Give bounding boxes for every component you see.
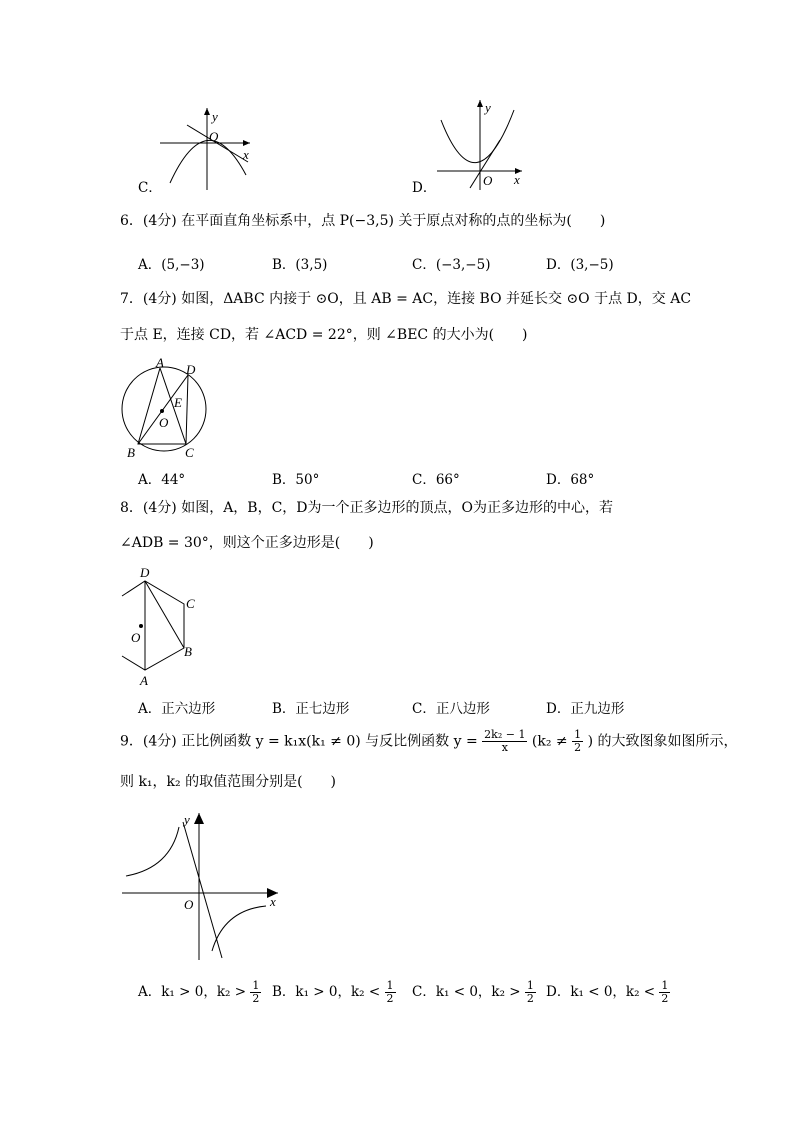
- q6-option-b[interactable]: B．(3,5): [272, 257, 328, 273]
- q7-label-e: E: [174, 395, 182, 410]
- q9-option-c[interactable]: [412, 980, 536, 1005]
- q7-label-c: C: [185, 445, 194, 460]
- q9-option-d[interactable]: [546, 980, 670, 1005]
- q9-option-a-num: 1: [252, 979, 260, 992]
- q9-option-d-frac: [659, 980, 670, 1005]
- q9-option-a-den: 2: [252, 992, 260, 1005]
- q9-option-b-num: 1: [386, 979, 394, 992]
- q7-stem-line1: 7．(4分) 如图，ΔABC 内接于 ⊙O，且 AB = AC，连接 BO 并延长交 ⊙O 于点 D，交 AC: [120, 291, 692, 307]
- q9-option-b-frac: [385, 980, 396, 1005]
- q9-option-a-frac: [250, 980, 261, 1005]
- q9-option-a-text: k₁ > 0，k₂ >: [161, 984, 247, 1000]
- q9-x-label: x: [270, 894, 276, 909]
- q6-option-d[interactable]: D．(3,−5): [546, 257, 614, 273]
- q9-cond-prefix: (k₂ ≠: [531, 733, 568, 750]
- q7-stem-line2: 于点 E，连接 CD，若 ∠ACD = 22°，则 ∠BEC 的大小为( ): [120, 327, 528, 343]
- q9-option-c-frac: [525, 980, 536, 1005]
- q9-fraction-num: 2k₂ − 1: [484, 728, 526, 741]
- q9-half-num: 1: [574, 728, 582, 741]
- q9-origin-label: O: [184, 897, 194, 912]
- q9-option-d-num: 1: [661, 979, 669, 992]
- q9-option-b[interactable]: [272, 980, 396, 1005]
- q8-label-c: C: [186, 596, 195, 611]
- q9-half-den: 2: [574, 741, 582, 754]
- q7-option-a[interactable]: A．44°: [138, 472, 186, 488]
- q6-option-c[interactable]: C．(−3,−5): [412, 257, 491, 273]
- q9-option-b-letter: B．: [272, 984, 296, 1000]
- q9-stem-line2: 则 k₁，k₂ 的取值范围分别是( ): [120, 774, 337, 790]
- q9-option-c-text: k₁ < 0，k₂ >: [435, 984, 521, 1000]
- q9-option-c-den: 2: [526, 992, 534, 1005]
- q9-y-label: y: [184, 812, 190, 827]
- q9-option-b-text: k₁ > 0，k₂ <: [295, 984, 381, 1000]
- q5d-x-label: x: [514, 172, 520, 187]
- q5c-x-label: x: [243, 147, 249, 162]
- q9-option-d-den: 2: [661, 992, 669, 1005]
- q7-label-b: B: [127, 445, 135, 460]
- q7-label-d: D: [186, 362, 196, 377]
- q7-option-b[interactable]: B．50°: [272, 472, 320, 488]
- q8-option-d[interactable]: D．正九边形: [546, 701, 625, 717]
- q8-stem-line1: 8．(4分) 如图，A，B，C，D为一个正多边形的顶点，O为正多边形的中心，若: [120, 500, 613, 516]
- q5d-y-label: y: [485, 100, 491, 115]
- q9-option-d-text: k₁ < 0，k₂ <: [570, 984, 656, 1000]
- q6-stem: 6．(4分) 在平面直角坐标系中，点 P(−3,5) 关于原点对称的点的坐标为( ): [120, 213, 606, 229]
- q7-option-d[interactable]: D．68°: [546, 472, 595, 488]
- q8-option-c[interactable]: C．正八边形: [412, 701, 490, 717]
- q9-option-d-letter: D．: [546, 984, 571, 1000]
- q7-label-o: O: [159, 415, 169, 430]
- q8-label-o: O: [131, 630, 141, 645]
- q9-stem-suffix: ) 的大致图象如图所示，: [587, 733, 738, 750]
- q8-stem-line2: ∠ADB = 30°，则这个正多边形是( ): [120, 535, 374, 551]
- q9-fraction-den: x: [501, 741, 508, 754]
- q9-option-c-letter: C．: [412, 984, 436, 1000]
- q8-label-a: A: [140, 673, 148, 688]
- q5-option-c-label: C．: [138, 180, 162, 196]
- q7-option-c[interactable]: C．66°: [412, 472, 460, 488]
- q8-option-b[interactable]: B．正七边形: [272, 701, 350, 717]
- q8-label-b: B: [184, 644, 192, 659]
- q9-stem-prefix: 9．(4分) 正比例函数 y = k₁x(k₁ ≠ 0) 与反比例函数 y =: [120, 733, 478, 750]
- q5d-origin-label: O: [483, 173, 493, 188]
- q9-option-b-den: 2: [386, 992, 394, 1005]
- q5-option-d-label: D．: [412, 180, 437, 196]
- q7-label-a: A: [156, 355, 164, 370]
- q9-option-c-num: 1: [526, 979, 534, 992]
- q8-option-a[interactable]: A．正六边形: [138, 701, 216, 717]
- q9-option-a[interactable]: [138, 980, 261, 1005]
- q9-option-a-letter: A．: [138, 984, 162, 1000]
- q5c-y-label: y: [212, 109, 218, 124]
- q8-label-d: D: [140, 565, 150, 580]
- q5c-origin-label: O: [209, 129, 219, 144]
- q6-option-a[interactable]: A．(5,−3): [138, 257, 205, 273]
